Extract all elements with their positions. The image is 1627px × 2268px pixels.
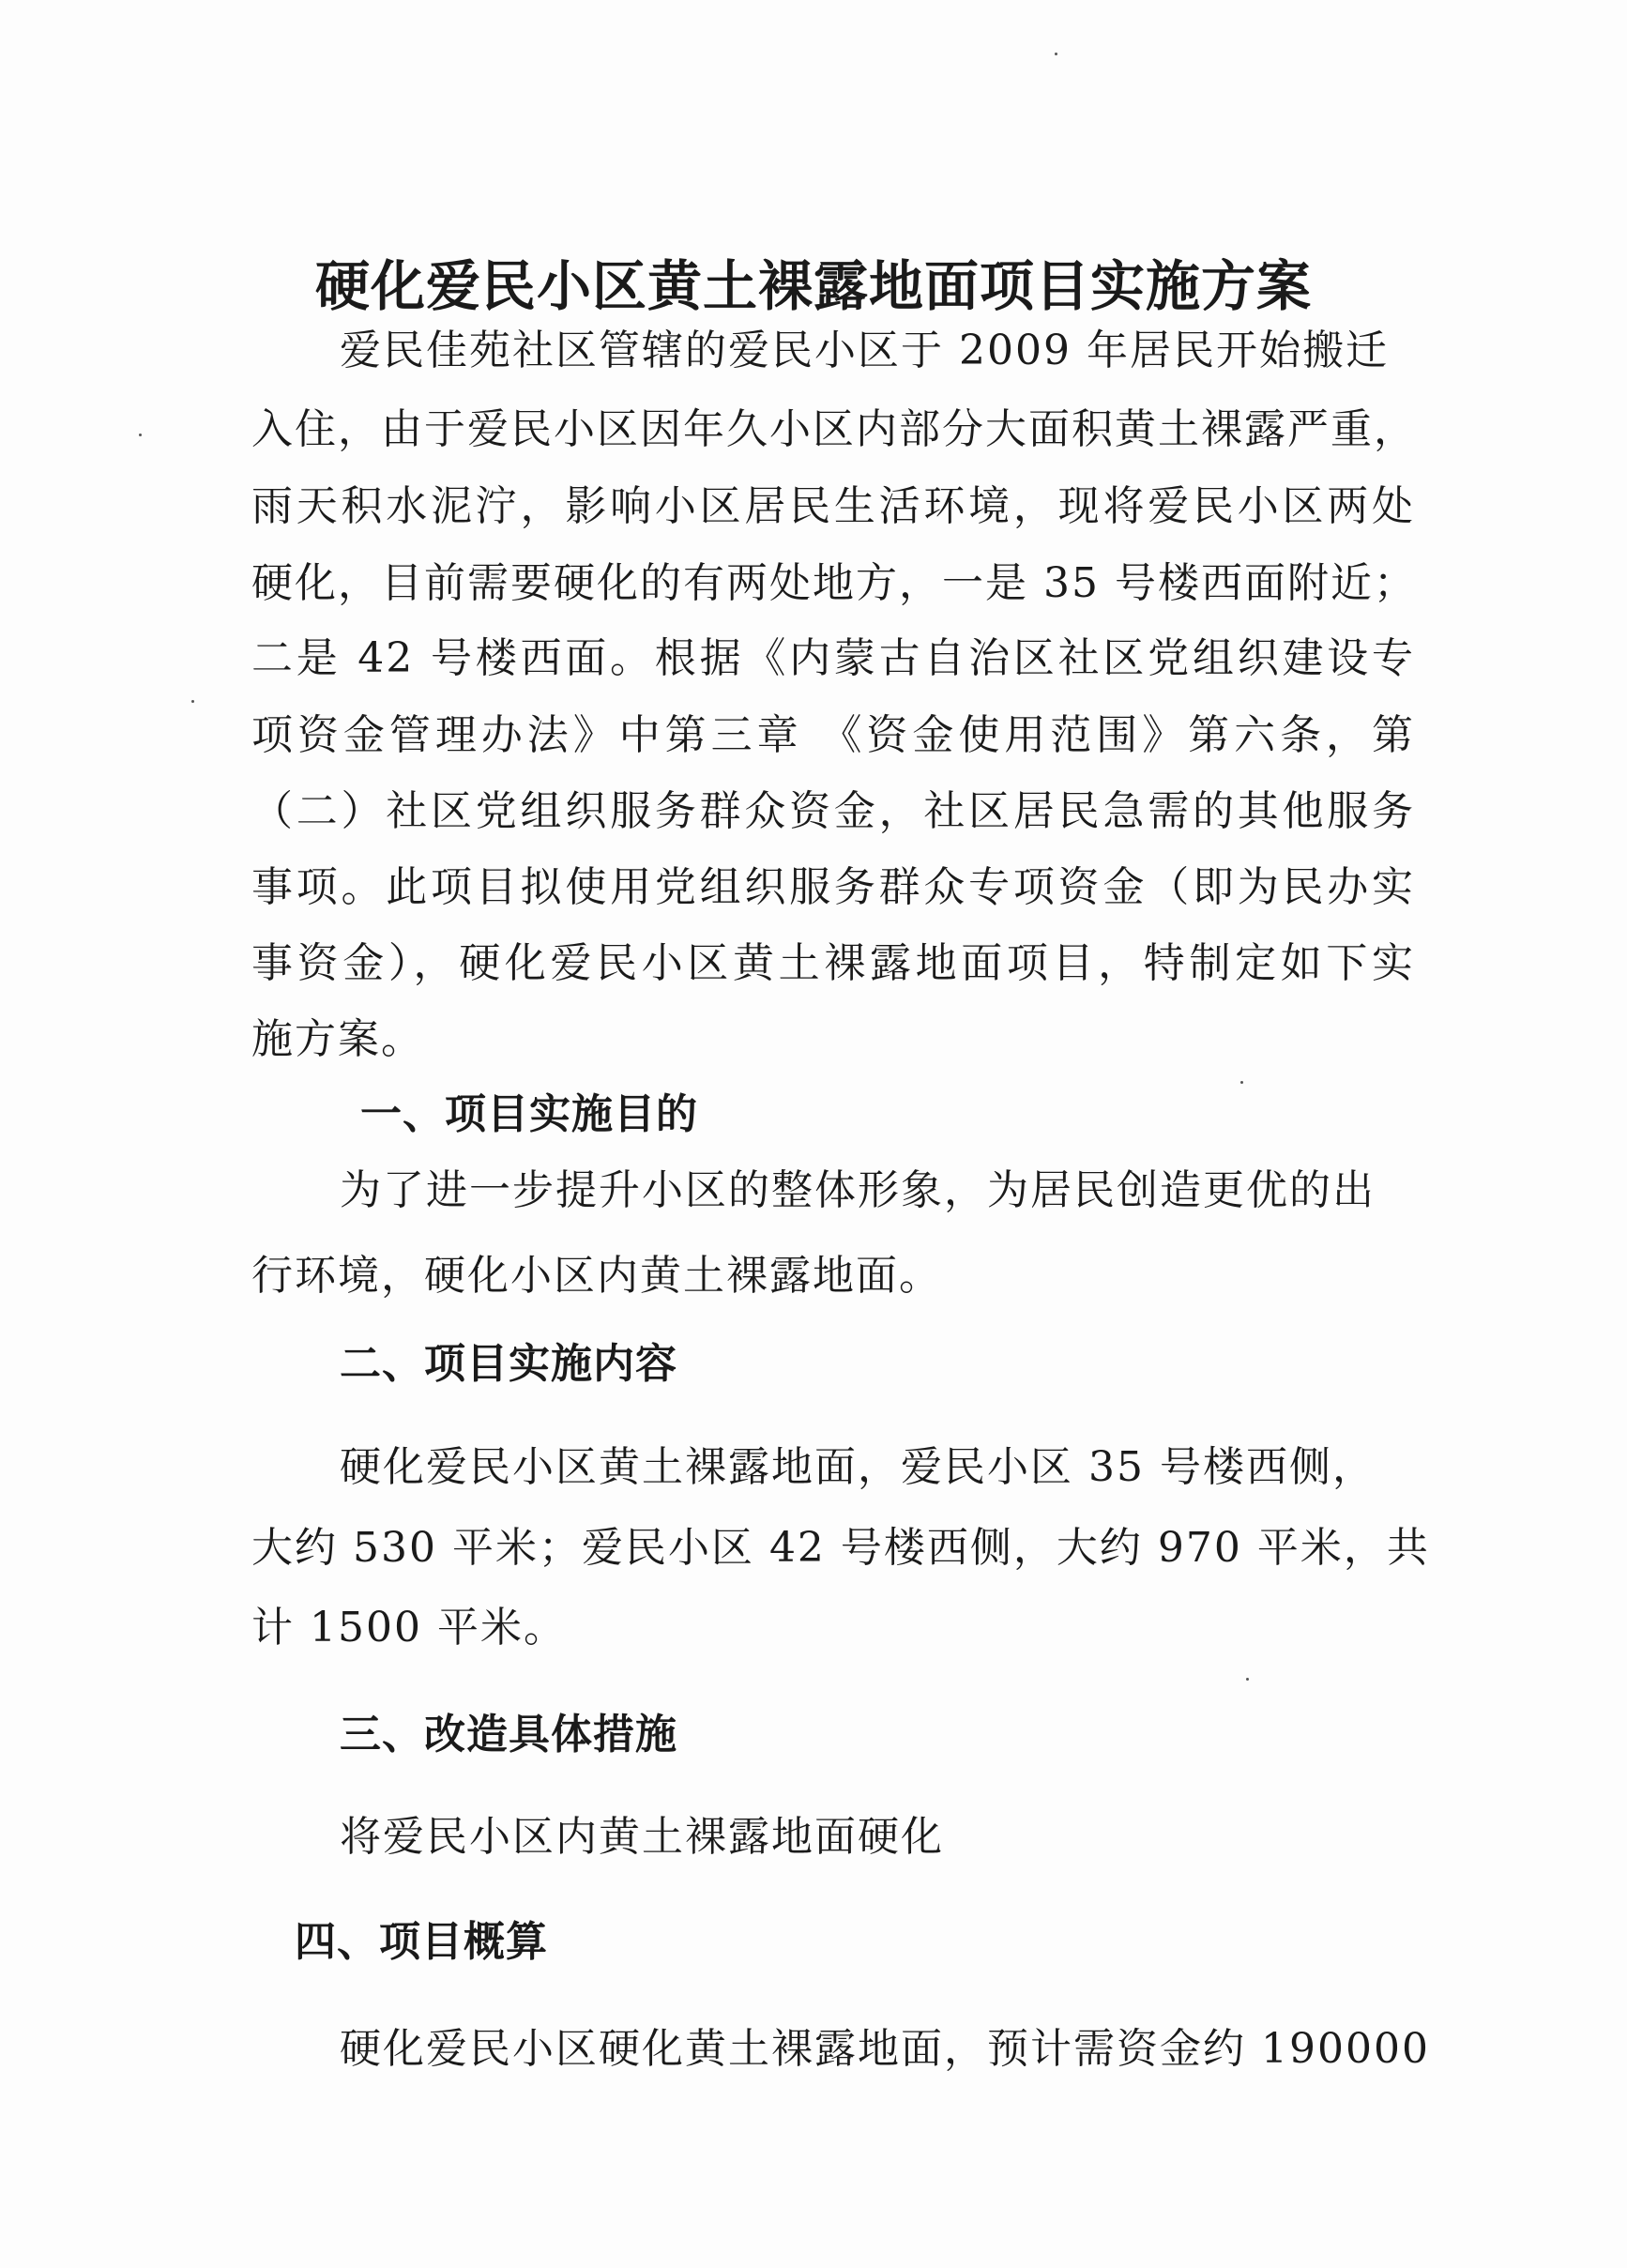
- scan-speck: [191, 700, 194, 703]
- section-2-heading: 二、项目实施内容: [340, 1340, 677, 1388]
- intro-line-7: （二）社区党组织服务群众资金，社区居民急需的其他服务: [251, 787, 1415, 835]
- intro-line-9: 事资金），硬化爱民小区黄土裸露地面项目，特制定如下实: [251, 939, 1415, 987]
- scan-speck: [1240, 1081, 1243, 1084]
- scan-speck: [1246, 1678, 1249, 1681]
- section-2-line-2: 大约 530 平米；爱民小区 42 号楼西侧，大约 970 平米，共: [251, 1524, 1430, 1572]
- scan-speck: [1055, 53, 1057, 55]
- intro-line-10: 施方案。: [251, 1015, 424, 1063]
- intro-line-5: 二是 42 号楼西面。根据《内蒙古自治区社区党组织建设专: [251, 634, 1415, 682]
- section-2-line-3: 计 1500 平米。: [251, 1604, 567, 1652]
- section-1-heading: 一、项目实施目的: [360, 1090, 698, 1138]
- intro-line-8: 事项。此项目拟使用党组织服务群众专项资金（即为民办实: [251, 863, 1415, 911]
- scan-speck: [139, 434, 142, 436]
- intro-line-4: 硬化，目前需要硬化的有两处地方，一是 35 号楼西面附近；: [251, 559, 1417, 607]
- section-4-heading: 四、项目概算: [295, 1918, 548, 1966]
- section-2-line-1: 硬化爱民小区黄土裸露地面，爱民小区 35 号楼西侧，: [340, 1443, 1376, 1491]
- intro-line-1: 爱民佳苑社区管辖的爱民小区于 2009 年居民开始搬迁: [340, 327, 1389, 374]
- intro-line-6: 项资金管理办法》中第三章 《资金使用范围》第六条，第: [251, 711, 1415, 759]
- intro-line-2: 入住，由于爱民小区因年久小区内部分大面积黄土裸露严重，: [251, 405, 1417, 453]
- document-title: 硬化爱民小区黄土裸露地面项目实施方案: [314, 254, 1312, 318]
- section-1-line-1: 为了进一步提升小区的整体形象，为居民创造更优的出: [340, 1166, 1376, 1214]
- section-3-line-1: 将爱民小区内黄土裸露地面硬化: [340, 1813, 944, 1861]
- section-3-heading: 三、改造具体措施: [340, 1711, 677, 1758]
- section-4-line-1: 硬化爱民小区硬化黄土裸露地面，预计需资金约 190000: [340, 2025, 1430, 2073]
- intro-line-3: 雨天积水泥泞，影响小区居民生活环境，现将爱民小区两处: [251, 482, 1415, 530]
- section-1-line-2: 行环境，硬化小区内黄土裸露地面。: [251, 1252, 942, 1300]
